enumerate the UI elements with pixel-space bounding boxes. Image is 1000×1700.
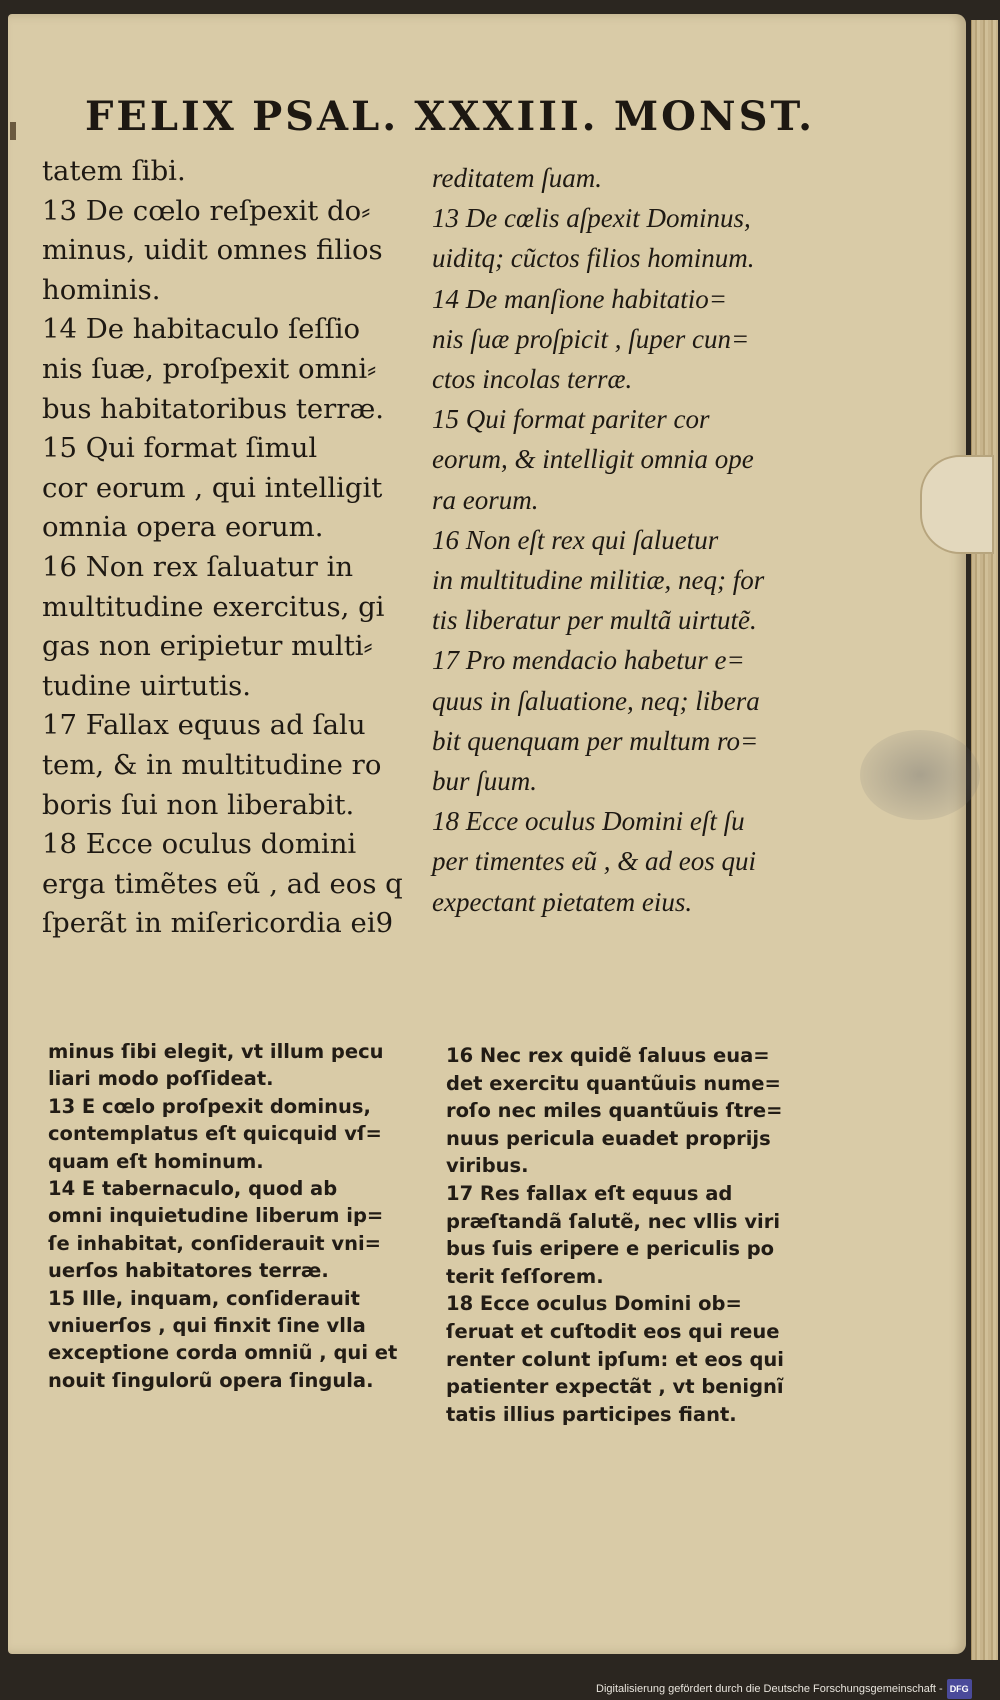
text-line: 13 De cœlis aſpexit Dominus, (432, 203, 751, 234)
text-line: 16 Non eſt rex qui ſaluetur (432, 524, 719, 555)
page-edges (971, 20, 998, 1660)
text-line: omni inquietudine liberum ip= (48, 1204, 384, 1228)
text-line: præſtandã ſalutẽ, nec vllis viri (446, 1209, 781, 1233)
dfg-logo: DFG (947, 1679, 972, 1699)
text-line: eorum, & intelligit omnia ope (432, 444, 754, 475)
text-line: tem, & in multitudine ro (42, 748, 382, 781)
running-head-psal: PSAL. (252, 92, 400, 140)
text-line: quus in ſaluatione, neq; libera (432, 685, 760, 716)
bottom-left-column (48, 1038, 433, 1394)
text-line: 16 Non rex ſaluatur in (42, 550, 354, 583)
text-line: minus ſibi elegit, vt illum pecu (48, 1040, 384, 1063)
text-line: roſo nec miles quantũuis ſtre= (446, 1099, 783, 1123)
text-line: in multitudine militiæ, neq; for (432, 565, 765, 596)
text-line: quam eſt hominum. (48, 1149, 264, 1173)
text-line: 14 E tabernaculo, quod ab (48, 1177, 338, 1201)
clasp-tab (920, 455, 994, 554)
running-head (85, 88, 815, 144)
text-line: uerſos habitatores terræ. (48, 1259, 329, 1283)
text-line: per timentes eũ , & ad eos qui (432, 846, 756, 877)
text-line: minus, uidit omnes filios (42, 234, 383, 267)
text-line: bus habitatoribus terræ. (42, 392, 385, 425)
text-line: 14 De habitaculo ſeſſio (42, 313, 361, 346)
text-line: 15 Ille, inquam, conſiderauit (48, 1286, 360, 1310)
text-line: exceptione corda omniũ , qui et (48, 1341, 398, 1365)
text-line: 18 Ecce oculus Domini eſt ſu (432, 806, 745, 837)
text-line: ra eorum. (432, 484, 539, 515)
text-line: bur ſuum. (432, 766, 538, 797)
text-line: ſperãt in miſericordia ei9 (42, 907, 394, 940)
text-line: vniuerſos , qui finxit ſine vlla (48, 1314, 366, 1338)
stain (860, 730, 980, 820)
text-line: liari modo poſſideat. (48, 1067, 274, 1091)
text-line: contemplatus eſt quicquid vſ= (48, 1122, 382, 1146)
text-line: uiditq; cũctos filios hominum. (432, 243, 755, 274)
digitization-credit (596, 1680, 1000, 1698)
text-line: hominis. (42, 273, 161, 306)
text-line: 17 Pro mendacio habetur e= (432, 645, 745, 676)
text-line: erga timẽtes eũ , ad eos q (42, 867, 403, 900)
text-line: nis ſuæ, proſpexit omni⸗ (42, 352, 377, 385)
text-line: multitudine exercitus, gi (42, 590, 385, 623)
text-line: terit ſeſſorem. (446, 1264, 604, 1288)
text-line: nouit ſingulorũ opera ſingula. (48, 1368, 374, 1392)
text-line: viribus. (446, 1154, 529, 1178)
text-line: ſeruat et cuſtodit eos qui reue (446, 1319, 780, 1343)
text-line: det exercitu quantũuis nume= (446, 1071, 781, 1095)
text-line: 13 De cœlo reſpexit do⸗ (42, 194, 371, 227)
text-line: ctos incolas terræ. (432, 364, 633, 395)
text-line: reditatem ſuam. (432, 163, 602, 193)
text-line: gas non eripietur multi⸗ (42, 630, 373, 663)
text-line: boris ſui non liberabit. (42, 788, 355, 821)
text-line: 17 Fallax equus ad ſalu (42, 709, 366, 742)
text-line: tudine uirtutis. (42, 669, 252, 702)
text-line: 15 Qui format ſimul (42, 432, 318, 465)
text-line: bit quenquam per multum ro= (432, 725, 759, 756)
gutter-marks (8, 114, 22, 154)
running-head-monst: MONST. (613, 92, 815, 140)
text-line: 16 Nec rex quidẽ ſaluus eua= (446, 1044, 770, 1067)
text-line: patienter expectãt , vt benignĩ (446, 1375, 784, 1399)
text-line: cor eorum , qui intelligit (42, 471, 383, 504)
running-head-felix: FELIX (85, 92, 237, 140)
text-line: 14 De manſione habitatio= (432, 283, 727, 314)
bottom-right-column (446, 1042, 856, 1428)
text-line: 18 Ecce oculus Domini ob= (446, 1292, 742, 1316)
text-line: 13 E cœlo proſpexit dominus, (48, 1094, 371, 1118)
text-line: nuus pericula euadet proprijs (446, 1126, 771, 1150)
text-line: renter colunt ipſum: et eos qui (446, 1347, 784, 1371)
text-line: tatis illius participes fiant. (446, 1402, 737, 1426)
top-left-column (42, 152, 417, 944)
text-line: ſe inhabitat, conſiderauit vni= (48, 1231, 382, 1255)
text-line: 18 Ecce oculus domini (42, 828, 357, 861)
text-line: tatem ſibi. (42, 155, 186, 187)
text-line: 17 Res fallax eſt equus ad (446, 1181, 733, 1205)
running-head-number: XXXIII. (414, 92, 599, 140)
text-line: 15 Qui format pariter cor (432, 404, 710, 435)
credit-text: Digitalisierung gefördert durch die Deutsche Forschungsgemeinschaft - (596, 1683, 943, 1695)
text-line: nis ſuæ proſpicit , ſuper cun= (432, 323, 750, 354)
top-right-column (432, 158, 852, 922)
text-line: omnia opera eorum. (42, 511, 324, 544)
text-line: bus ſuis eripere e periculis po (446, 1237, 775, 1261)
text-line: expectant pietatem eius. (432, 886, 693, 917)
text-line: tis liberatur per multã uirtutẽ. (432, 605, 757, 636)
